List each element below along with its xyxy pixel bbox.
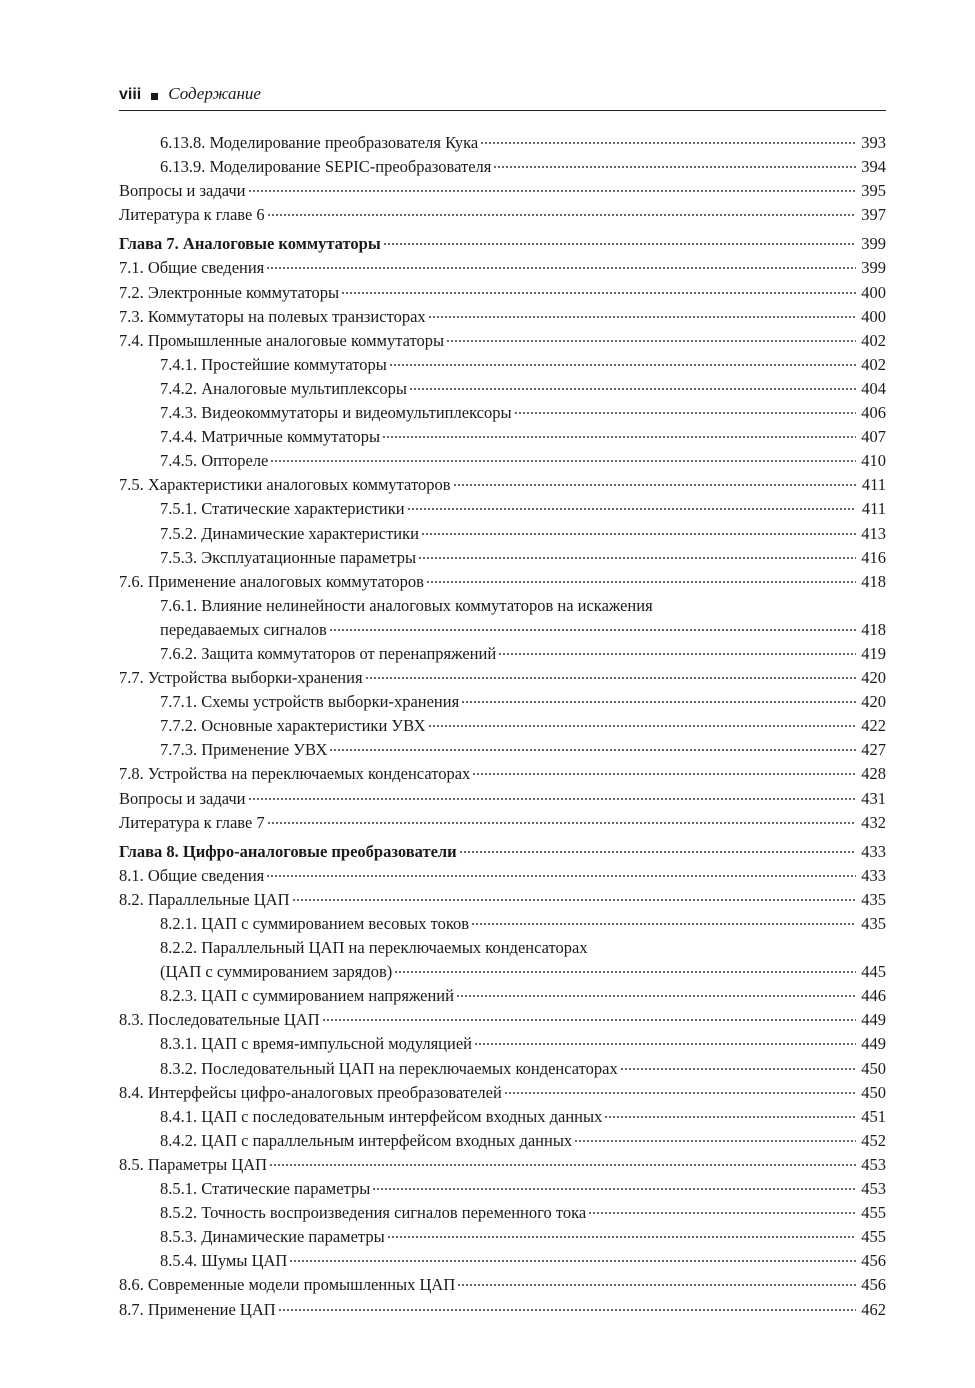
toc-entry-page: 416 bbox=[861, 547, 886, 567]
toc-entry-page: 427 bbox=[861, 740, 886, 760]
toc-entry-page: 422 bbox=[861, 716, 886, 736]
toc-entry-page: 450 bbox=[861, 1082, 886, 1102]
toc-entry[interactable] bbox=[119, 960, 886, 984]
toc-entry[interactable] bbox=[119, 1081, 886, 1105]
dot-leader bbox=[322, 1019, 856, 1021]
toc-entry[interactable] bbox=[119, 546, 886, 570]
dot-leader bbox=[389, 364, 856, 366]
toc-entry-page: 406 bbox=[861, 403, 886, 423]
toc-entry-title: 7.4.2. Аналоговые мультиплексоры bbox=[160, 378, 407, 398]
toc-entry[interactable] bbox=[119, 690, 886, 714]
dot-leader bbox=[459, 851, 856, 853]
toc-entry[interactable] bbox=[119, 1153, 886, 1177]
toc-entry-page: 456 bbox=[861, 1275, 886, 1295]
toc-entry[interactable] bbox=[119, 888, 886, 912]
toc-entry[interactable] bbox=[119, 642, 886, 666]
square-bullet-icon bbox=[151, 93, 158, 100]
toc-entry-title: Литература к главе 6 bbox=[119, 205, 265, 225]
dot-leader bbox=[289, 1260, 856, 1262]
toc-entry[interactable] bbox=[119, 1105, 886, 1129]
toc-entry-page: 453 bbox=[861, 1154, 886, 1174]
dot-leader bbox=[428, 725, 856, 727]
dot-leader bbox=[270, 460, 856, 462]
toc-entry[interactable] bbox=[119, 256, 886, 280]
toc-entry-page: 397 bbox=[861, 205, 886, 225]
toc-entry-title: 8.4.1. ЦАП с последовательным интерфейсом входных данных bbox=[160, 1106, 603, 1126]
dot-leader bbox=[394, 971, 856, 973]
toc-entry[interactable] bbox=[119, 425, 886, 449]
toc-entry[interactable] bbox=[119, 203, 886, 227]
toc-entry-page: 418 bbox=[861, 571, 886, 591]
toc-entry[interactable] bbox=[119, 570, 886, 594]
toc-entry-title: 7.4.5. Оптореле bbox=[160, 451, 269, 471]
toc-entry-title: 7.4.3. Видеокоммутаторы и видеомультиплексоры bbox=[160, 403, 512, 423]
toc-entry[interactable] bbox=[119, 179, 886, 203]
toc-entry-page: 419 bbox=[861, 643, 886, 663]
toc-entry-title: 8.4.2. ЦАП с параллельным интерфейсом входных данных bbox=[160, 1130, 573, 1150]
dot-leader bbox=[421, 533, 856, 535]
toc-entry-page: 431 bbox=[861, 788, 886, 808]
running-header bbox=[119, 84, 886, 111]
toc-entry[interactable] bbox=[119, 449, 886, 473]
toc-entry[interactable] bbox=[119, 984, 886, 1008]
dot-leader bbox=[480, 142, 856, 144]
dot-leader bbox=[428, 316, 856, 318]
toc-entry-title: 7.5.3. Эксплуатационные параметры bbox=[160, 547, 417, 567]
dot-leader bbox=[514, 412, 856, 414]
toc-entry-title: 8.3.2. Последовательный ЦАП на переключаемых конденсаторах bbox=[160, 1058, 618, 1078]
toc-entry-title: Глава 7. Аналоговые коммутаторы bbox=[119, 234, 381, 254]
dot-leader bbox=[292, 899, 857, 901]
toc-entry-title: 7.4.1. Простейшие коммутаторы bbox=[160, 354, 387, 374]
toc-entry-page: 449 bbox=[861, 1034, 886, 1054]
dot-leader bbox=[329, 629, 856, 631]
dot-leader bbox=[409, 388, 856, 390]
toc-entry-title: 8.3. Последовательные ЦАП bbox=[119, 1010, 320, 1030]
toc-entry[interactable] bbox=[119, 1057, 886, 1081]
toc-entry-title: 7.7.2. Основные характеристики УВХ bbox=[160, 716, 426, 736]
toc-entry-title: 8.3.1. ЦАП с время-импульсной модуляцией bbox=[160, 1034, 472, 1054]
dot-leader bbox=[387, 1236, 856, 1238]
toc-entry-title: 7.4.4. Матричные коммутаторы bbox=[160, 427, 381, 447]
toc-entry[interactable] bbox=[119, 473, 886, 497]
toc-entry-page: 393 bbox=[861, 133, 886, 152]
dot-leader bbox=[269, 1164, 856, 1166]
toc-chapter-entry[interactable] bbox=[119, 840, 886, 864]
toc-entry[interactable] bbox=[119, 762, 886, 786]
toc-entry-page: 433 bbox=[861, 865, 886, 885]
dot-leader bbox=[382, 436, 856, 438]
toc-entry-title: 8.2.3. ЦАП с суммированием напряжений bbox=[160, 986, 454, 1006]
toc-entry-title: Литература к главе 7 bbox=[119, 812, 265, 832]
toc-entry-title: 8.1. Общие сведения bbox=[119, 865, 265, 885]
dot-leader bbox=[426, 581, 856, 583]
toc-entry-title: 8.5.4. Шумы ЦАП bbox=[160, 1251, 288, 1271]
toc-entry-title: 8.2.1. ЦАП с суммированием весовых токов bbox=[160, 914, 470, 933]
dot-leader bbox=[453, 484, 857, 486]
toc-entry-title: 8.2. Параллельные ЦАП bbox=[119, 889, 290, 909]
dot-leader bbox=[446, 340, 856, 342]
toc-entry-page: 433 bbox=[861, 841, 886, 861]
table-of-contents bbox=[119, 131, 886, 1322]
dot-leader bbox=[493, 166, 856, 168]
dot-leader bbox=[574, 1140, 856, 1142]
toc-entry-title: передаваемых сигналов bbox=[160, 619, 327, 639]
toc-entry-page: 453 bbox=[861, 1179, 886, 1199]
toc-entry-page: 462 bbox=[861, 1299, 886, 1319]
toc-entry-page: 435 bbox=[861, 889, 886, 909]
dot-leader bbox=[604, 1116, 856, 1118]
toc-entry[interactable] bbox=[119, 1129, 886, 1153]
dot-leader bbox=[471, 923, 856, 925]
toc-entry-title: 7.6.2. Защита коммутаторов от перенапряжений bbox=[160, 643, 497, 663]
dot-leader bbox=[329, 749, 856, 751]
toc-entry-title: 8.5.2. Точность воспроизведения сигналов переменного тока bbox=[160, 1203, 587, 1223]
toc-entry-page: 456 bbox=[861, 1251, 886, 1271]
toc-entry[interactable] bbox=[119, 714, 886, 738]
page bbox=[119, 84, 886, 1322]
dot-leader bbox=[266, 875, 856, 877]
toc-entry-title: 7.5.1. Статические характеристики bbox=[160, 499, 405, 519]
toc-entry-title: 7.7.1. Схемы устройств выборки-хранения bbox=[160, 692, 460, 712]
dot-leader bbox=[278, 1309, 856, 1311]
toc-entry-page: 399 bbox=[861, 258, 886, 278]
toc-entry[interactable] bbox=[119, 131, 886, 155]
toc-entry-page: 404 bbox=[861, 378, 886, 398]
toc-entry[interactable] bbox=[119, 522, 886, 546]
dot-leader bbox=[266, 267, 856, 269]
toc-entry-page: 407 bbox=[861, 427, 886, 447]
toc-entry-title: 8.7. Применение ЦАП bbox=[119, 1299, 276, 1319]
toc-entry[interactable] bbox=[119, 912, 886, 936]
toc-entry-title: 7.6.1. Влияние нелинейности аналоговых коммутаторов на искажения bbox=[160, 595, 653, 615]
toc-entry[interactable] bbox=[119, 1177, 886, 1201]
dot-leader bbox=[407, 508, 856, 510]
toc-entry[interactable] bbox=[119, 305, 886, 329]
toc-entry-title: 6.13.8. Моделирование преобразователя Кука bbox=[160, 133, 479, 152]
toc-entry[interactable] bbox=[119, 787, 886, 811]
toc-entry-title: 8.5. Параметры ЦАП bbox=[119, 1154, 268, 1174]
toc-entry[interactable] bbox=[119, 1249, 886, 1273]
toc-entry-page: 418 bbox=[861, 619, 886, 639]
dot-leader bbox=[248, 190, 856, 192]
toc-entry-title: 7.4. Промышленные аналоговые коммутаторы bbox=[119, 330, 445, 350]
toc-entry-page: 452 bbox=[861, 1130, 886, 1150]
dot-leader bbox=[461, 701, 856, 703]
toc-entry-title: 6.13.9. Моделирование SEPIC-преобразователя bbox=[160, 157, 492, 177]
toc-entry-title: 8.4. Интерфейсы цифро-аналоговых преобразователей bbox=[119, 1082, 502, 1102]
toc-entry-page: 451 bbox=[861, 1106, 886, 1126]
header-title: Содержание bbox=[168, 84, 261, 103]
toc-entry-title: 8.5.1. Статические параметры bbox=[160, 1179, 371, 1199]
dot-leader bbox=[588, 1212, 856, 1214]
toc-entry-page: 420 bbox=[861, 668, 886, 688]
toc-entry[interactable] bbox=[119, 497, 886, 521]
dot-leader bbox=[474, 1043, 856, 1045]
toc-entry[interactable] bbox=[119, 811, 886, 835]
toc-entry-title: (ЦАП с суммированием зарядов) bbox=[160, 962, 393, 982]
toc-entry-page: 394 bbox=[861, 157, 886, 177]
toc-entry[interactable] bbox=[119, 377, 886, 401]
toc-entry-title: 7.5. Характеристики аналоговых коммутаторов bbox=[119, 475, 451, 495]
toc-entry[interactable] bbox=[119, 618, 886, 642]
toc-entry[interactable] bbox=[119, 864, 886, 888]
toc-entry-title: Вопросы и задачи bbox=[119, 181, 246, 201]
dot-leader bbox=[372, 1188, 856, 1190]
toc-entry-title: 7.8. Устройства на переключаемых конденсаторах bbox=[119, 764, 471, 784]
toc-entry-page: 411 bbox=[861, 475, 886, 495]
toc-entry[interactable] bbox=[119, 155, 886, 179]
toc-entry-title: 7.3. Коммутаторы на полевых транзисторах bbox=[119, 306, 426, 326]
toc-entry[interactable] bbox=[119, 666, 886, 690]
dot-leader bbox=[456, 995, 856, 997]
toc-entry-title: 7.1. Общие сведения bbox=[119, 258, 265, 278]
toc-entry-page: 399 bbox=[861, 234, 886, 254]
toc-entry-page: 400 bbox=[861, 282, 886, 302]
toc-entry-page: 455 bbox=[861, 1227, 886, 1247]
toc-entry-page: 428 bbox=[861, 764, 886, 784]
toc-entry-title: 8.6. Современные модели промышленных ЦАП bbox=[119, 1275, 456, 1295]
toc-entry-title: 7.6. Применение аналоговых коммутаторов bbox=[119, 571, 424, 591]
toc-entry-page: 400 bbox=[861, 306, 886, 326]
toc-entry-title: 8.5.3. Динамические параметры bbox=[160, 1227, 385, 1247]
dot-leader bbox=[341, 292, 856, 294]
dot-leader bbox=[383, 243, 856, 245]
toc-entry-page: 455 bbox=[861, 1203, 886, 1223]
toc-entry[interactable] bbox=[119, 1201, 886, 1225]
dot-leader bbox=[620, 1068, 856, 1070]
toc-entry[interactable] bbox=[119, 1273, 886, 1297]
toc-entry-title: 7.7.3. Применение УВХ bbox=[160, 740, 328, 760]
toc-entry[interactable] bbox=[119, 401, 886, 425]
toc-entry-title: 7.7. Устройства выборки-хранения bbox=[119, 668, 363, 688]
toc-entry-title: 7.2. Электронные коммутаторы bbox=[119, 282, 340, 302]
toc-entry[interactable] bbox=[119, 1298, 886, 1322]
toc-entry-title: Вопросы и задачи bbox=[119, 788, 246, 808]
toc-entry-title: 8.2.2. Параллельный ЦАП на переключаемых конденсаторах bbox=[160, 938, 588, 958]
toc-entry[interactable] bbox=[119, 329, 886, 353]
toc-entry[interactable] bbox=[119, 738, 886, 762]
toc-entry-page: 402 bbox=[861, 330, 886, 350]
toc-entry[interactable] bbox=[119, 1008, 886, 1032]
dot-leader bbox=[267, 822, 856, 824]
toc-entry-page: 410 bbox=[861, 451, 886, 471]
dot-leader bbox=[457, 1284, 856, 1286]
dot-leader bbox=[267, 214, 856, 216]
toc-entry[interactable] bbox=[119, 281, 886, 305]
toc-entry-page: 445 bbox=[861, 962, 886, 982]
toc-entry[interactable] bbox=[119, 1225, 886, 1249]
toc-entry-page: 449 bbox=[861, 1010, 886, 1030]
toc-entry-page: 402 bbox=[861, 354, 886, 374]
toc-entry-page: 395 bbox=[861, 181, 886, 201]
header-page-number: viii bbox=[119, 86, 142, 103]
toc-entry-page: 432 bbox=[861, 812, 886, 832]
toc-entry[interactable] bbox=[119, 936, 886, 960]
toc-entry-title: Глава 8. Цифро-аналоговые преобразователи bbox=[119, 841, 457, 861]
dot-leader bbox=[248, 798, 856, 800]
toc-entry[interactable] bbox=[119, 1032, 886, 1056]
dot-leader bbox=[472, 773, 856, 775]
toc-chapter-entry[interactable] bbox=[119, 232, 886, 256]
toc-entry-page: 411 bbox=[861, 499, 886, 519]
toc-entry-page: 420 bbox=[861, 692, 886, 712]
dot-leader bbox=[504, 1092, 856, 1094]
toc-entry[interactable] bbox=[119, 353, 886, 377]
dot-leader bbox=[365, 677, 856, 679]
toc-entry-page: 413 bbox=[861, 523, 886, 543]
toc-entry-title: 7.5.2. Динамические характеристики bbox=[160, 523, 419, 543]
toc-entry-page: 435 bbox=[861, 914, 886, 933]
toc-entry-page: 450 bbox=[861, 1058, 886, 1078]
toc-entry[interactable] bbox=[119, 594, 886, 618]
dot-leader bbox=[418, 557, 856, 559]
dot-leader bbox=[498, 653, 856, 655]
toc-entry-page: 446 bbox=[861, 986, 886, 1006]
